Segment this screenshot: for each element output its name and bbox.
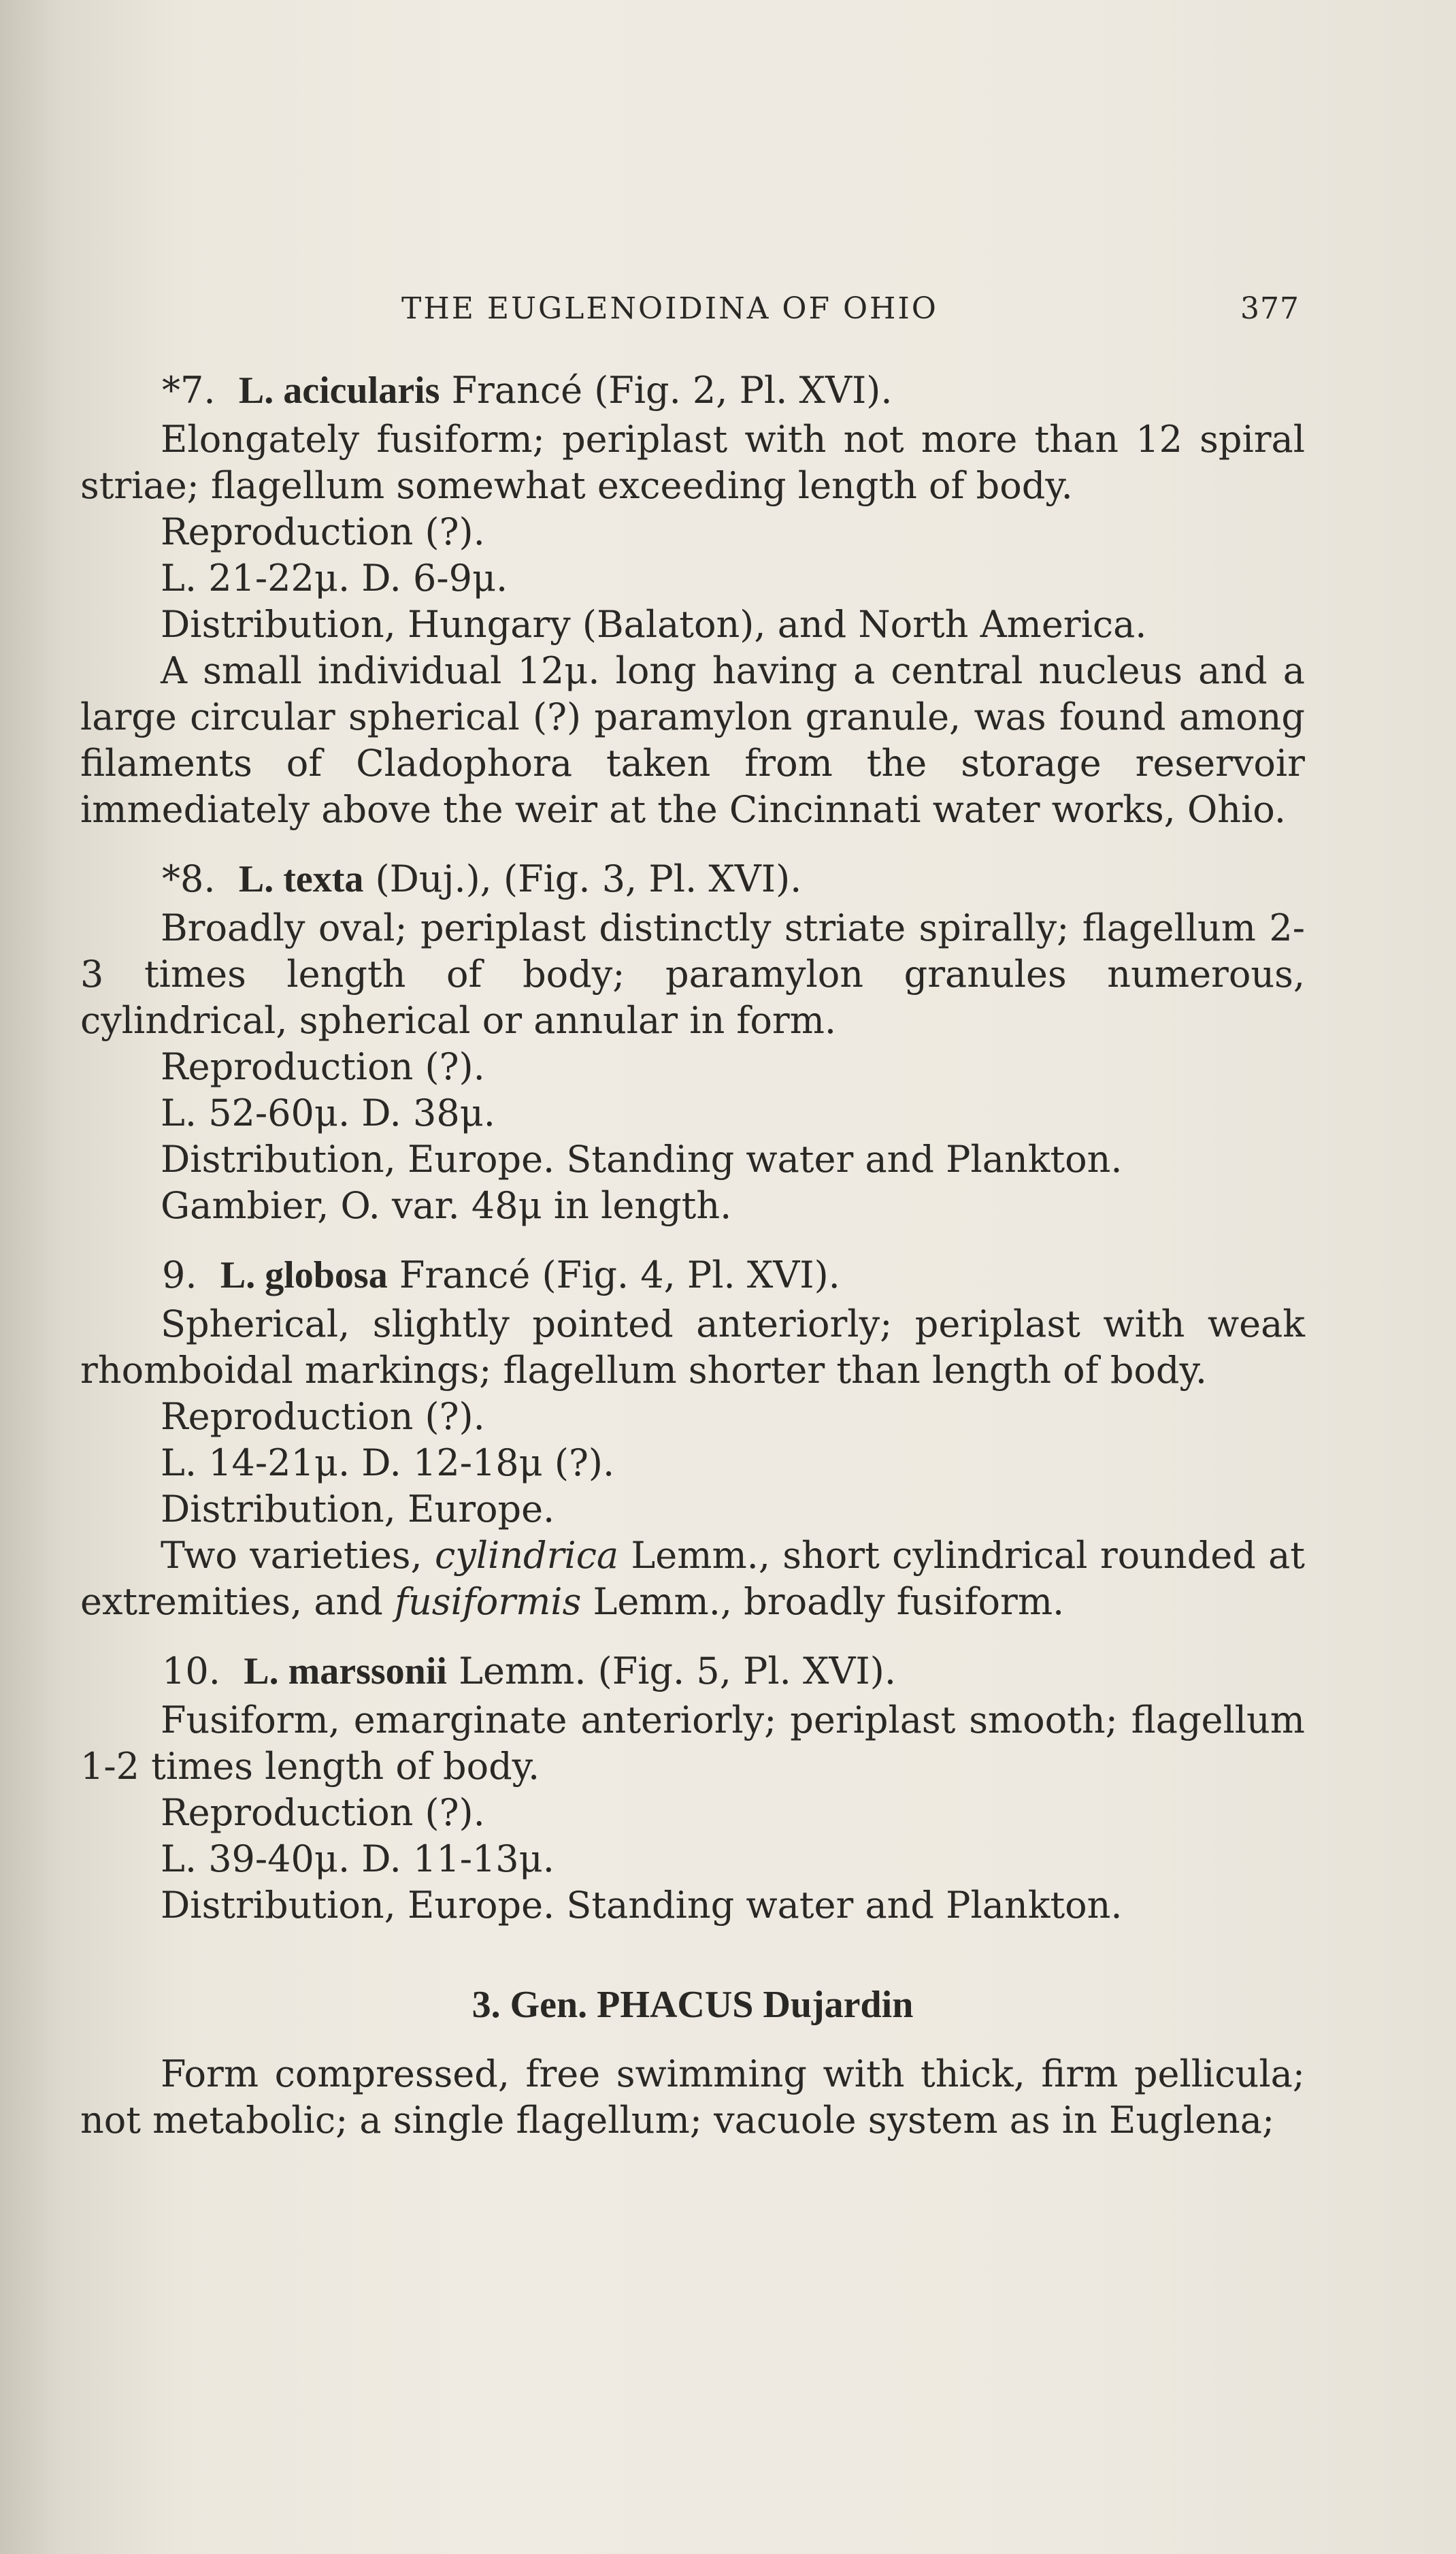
- species-authority: Francé (Fig. 4, Pl. XVI).: [387, 1254, 840, 1296]
- species-name: L. acicularis: [238, 370, 440, 412]
- species-entry-acicularis: [80, 367, 1305, 833]
- species-description: Elongately fusiform; periplast with not more than 12 spiral striae; flagellum somewhat exceeding length of body.: [80, 418, 1305, 507]
- species-measurements: L. 21-22μ. D. 6-9μ.: [161, 557, 508, 600]
- varieties-text: Lemm., broadly fusiform.: [581, 1580, 1065, 1623]
- species-description: Broadly oval; periplast distinctly striate spirally; flagellum 2-3 times length of body; paramylon granules numerous, cylindrical, spherical or annular in form.: [80, 906, 1305, 1042]
- species-reproduction: Reproduction (?).: [161, 1395, 485, 1438]
- species-reproduction: Reproduction (?).: [161, 1045, 485, 1088]
- body-text: [80, 367, 1305, 2144]
- genus-description: Form compressed, free swimming with thick, firm pellicula; not metabolic; a single flagellum; vacuole system as in Euglena;: [80, 2052, 1305, 2142]
- species-entry-texta: [80, 856, 1305, 1229]
- species-name: L. globosa: [220, 1254, 388, 1296]
- running-head-title: THE EUGLENOIDINA OF OHIO: [401, 291, 938, 326]
- species-number: 9.: [162, 1254, 197, 1296]
- species-entry-globosa: [80, 1252, 1305, 1625]
- species-measurements: L. 39-40μ. D. 11-13μ.: [161, 1837, 555, 1880]
- species-distribution: Distribution, Europe.: [161, 1488, 555, 1530]
- species-heading: [80, 1252, 1305, 1298]
- species-varieties: [80, 1533, 1305, 1625]
- species-number: *8.: [162, 857, 216, 900]
- species-entry-marssonii: [80, 1648, 1305, 1929]
- varieties-text: Lemm., short cylindrical rounded at extremities, and: [80, 1534, 1305, 1623]
- species-authority: Francé (Fig. 2, Pl. XVI).: [440, 369, 893, 412]
- species-distribution: Distribution, Europe. Standing water and Plankton.: [161, 1884, 1123, 1927]
- species-reproduction: Reproduction (?).: [161, 510, 485, 553]
- variety-name: fusiformis: [395, 1580, 582, 1623]
- species-authority: (Duj.), (Fig. 3, Pl. XVI).: [363, 857, 802, 900]
- varieties-text: Two varieties,: [161, 1534, 435, 1577]
- species-distribution: Distribution, Hungary (Balaton), and North America.: [161, 603, 1147, 646]
- species-heading: [80, 367, 1305, 414]
- species-number: 10.: [162, 1650, 220, 1692]
- species-measurements: L. 52-60μ. D. 38μ.: [161, 1092, 495, 1134]
- species-name: L. texta: [238, 858, 364, 900]
- species-heading: [80, 856, 1305, 902]
- species-name: L. marssonii: [244, 1650, 447, 1692]
- species-reproduction: Reproduction (?).: [161, 1791, 485, 1834]
- species-distribution: Distribution, Europe. Standing water and Plankton.: [161, 1138, 1123, 1181]
- species-description: Spherical, slightly pointed anteriorly; periplast with weak rhomboidal markings; flagellum shorter than length of body.: [80, 1303, 1305, 1392]
- species-number: *7.: [162, 369, 216, 412]
- species-description: Fusiform, emarginate anteriorly; periplast smooth; flagellum 1-2 times length of body.: [80, 1699, 1305, 1788]
- species-note: Gambier, O. var. 48μ in length.: [161, 1184, 732, 1227]
- species-measurements: L. 14-21μ. D. 12-18μ (?).: [161, 1441, 615, 1484]
- genus-heading: 3. Gen. PHACUS Dujardin: [471, 1984, 914, 2026]
- species-heading: [80, 1648, 1305, 1695]
- variety-name: cylindrica: [434, 1534, 619, 1577]
- species-authority: Lemm. (Fig. 5, Pl. XVI).: [446, 1650, 896, 1692]
- species-note: A small individual 12μ. long having a central nucleus and a large circular spherical (?) paramylon granule, was found among filaments of Cladophora taken from the storage reservoir immediately above the weir at the Cincinnati water works, Ohio.: [80, 649, 1305, 831]
- page-number: 377: [1240, 291, 1300, 326]
